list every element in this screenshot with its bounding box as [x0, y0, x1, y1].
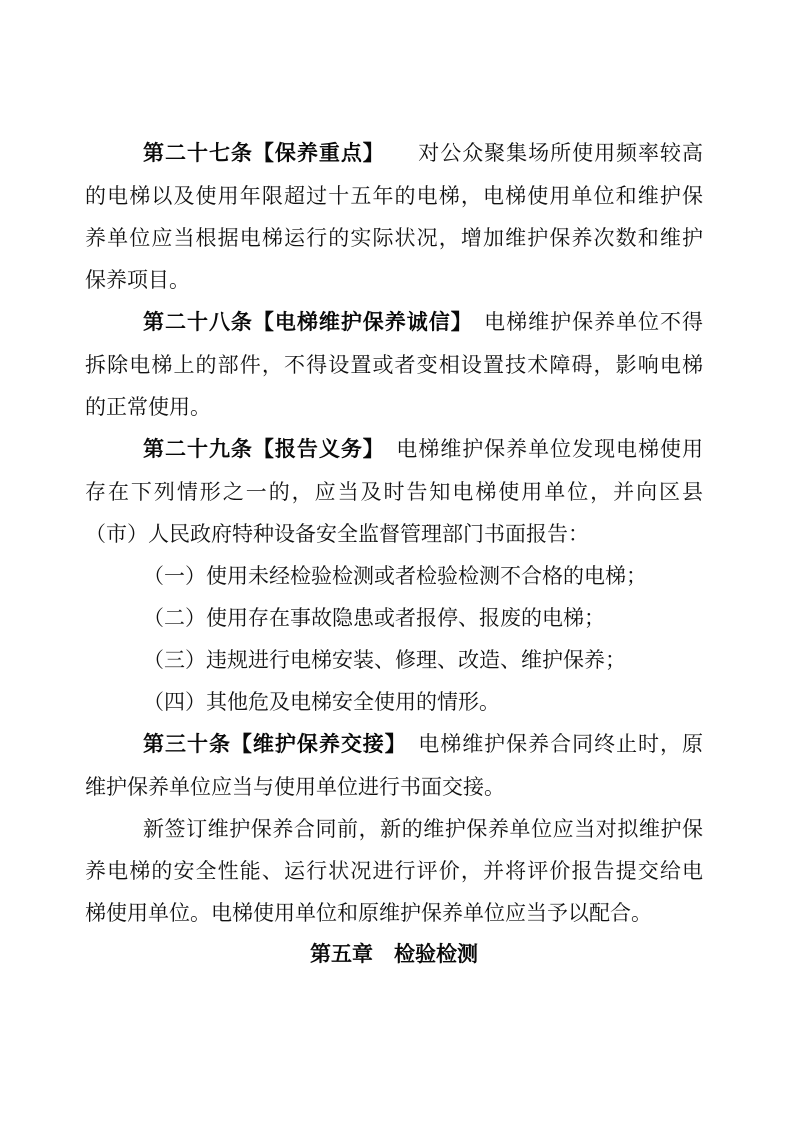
text-line: 维护保养单位应当与使用单位进行书面交接。: [85, 775, 505, 799]
list-item: [85, 555, 703, 597]
list-item: [85, 639, 703, 681]
text-line: 第五章 检验检测: [310, 943, 478, 966]
article: [85, 723, 703, 808]
text-line: （一）使用未经检验检测或者检验检测不合格的电梯；: [143, 564, 647, 588]
text-line: 梯使用单位。电梯使用单位和原维护保养单位应当予以配合。: [85, 901, 652, 925]
text-line: （四）其他危及电梯安全使用的情形。: [143, 690, 500, 714]
text-line: 养单位应当根据电梯运行的实际状况，增加维护保养次数和维护: [85, 226, 703, 250]
text-line: （三）违规进行电梯安装、修理、改造、维护保养；: [143, 648, 626, 672]
text-line: 第三十条【维护保养交接】 电梯维护保养合同终止时，原: [143, 732, 704, 756]
text-line: 的电梯以及使用年限超过十五年的电梯，电梯使用单位和维护保: [85, 184, 703, 208]
text-line: 的正常使用。: [85, 395, 211, 419]
text-line: 第二十八条【电梯维护保养诚信】 电梯维护保养单位不得: [143, 310, 704, 334]
article-lead: 第二十八条【电梯维护保养诚信】: [143, 311, 463, 334]
article-lead: 第二十九条【报告义务】: [143, 438, 375, 461]
text-line: 新签订维护保养合同前，新的维护保养单位应当对拟维护保: [143, 817, 703, 841]
text-line: 第二十七条【保养重点】 对公众聚集场所使用频率较高: [143, 141, 703, 165]
text-line: 保养项目。: [85, 268, 190, 292]
text-line: 拆除电梯上的部件，不得设置或者变相设置技术障碍，影响电梯: [85, 353, 703, 377]
text-line: 第二十九条【报告义务】 电梯维护保养单位发现电梯使用: [143, 437, 703, 461]
paragraph: [85, 808, 703, 934]
text-line: 存在下列情形之一的，应当及时告知电梯使用单位，并向区县: [85, 480, 703, 504]
chapter-heading: [85, 934, 703, 976]
article: [85, 428, 703, 555]
text-line: （二）使用存在事故隐患或者报停、报废的电梯；: [143, 606, 605, 630]
text-line: 养电梯的安全性能、运行状况进行评价，并将评价报告提交给电: [85, 859, 703, 883]
list-item: [85, 597, 703, 639]
article-lead: 第三十条【维护保养交接】: [143, 733, 397, 756]
document-body: [85, 132, 703, 976]
article: [85, 132, 703, 301]
article-lead: 第二十七条【保养重点】: [143, 142, 375, 165]
article: [85, 301, 703, 428]
text-line: （市）人民政府特种设备安全监督管理部门书面报告：: [85, 522, 589, 546]
list-item: [85, 681, 703, 723]
